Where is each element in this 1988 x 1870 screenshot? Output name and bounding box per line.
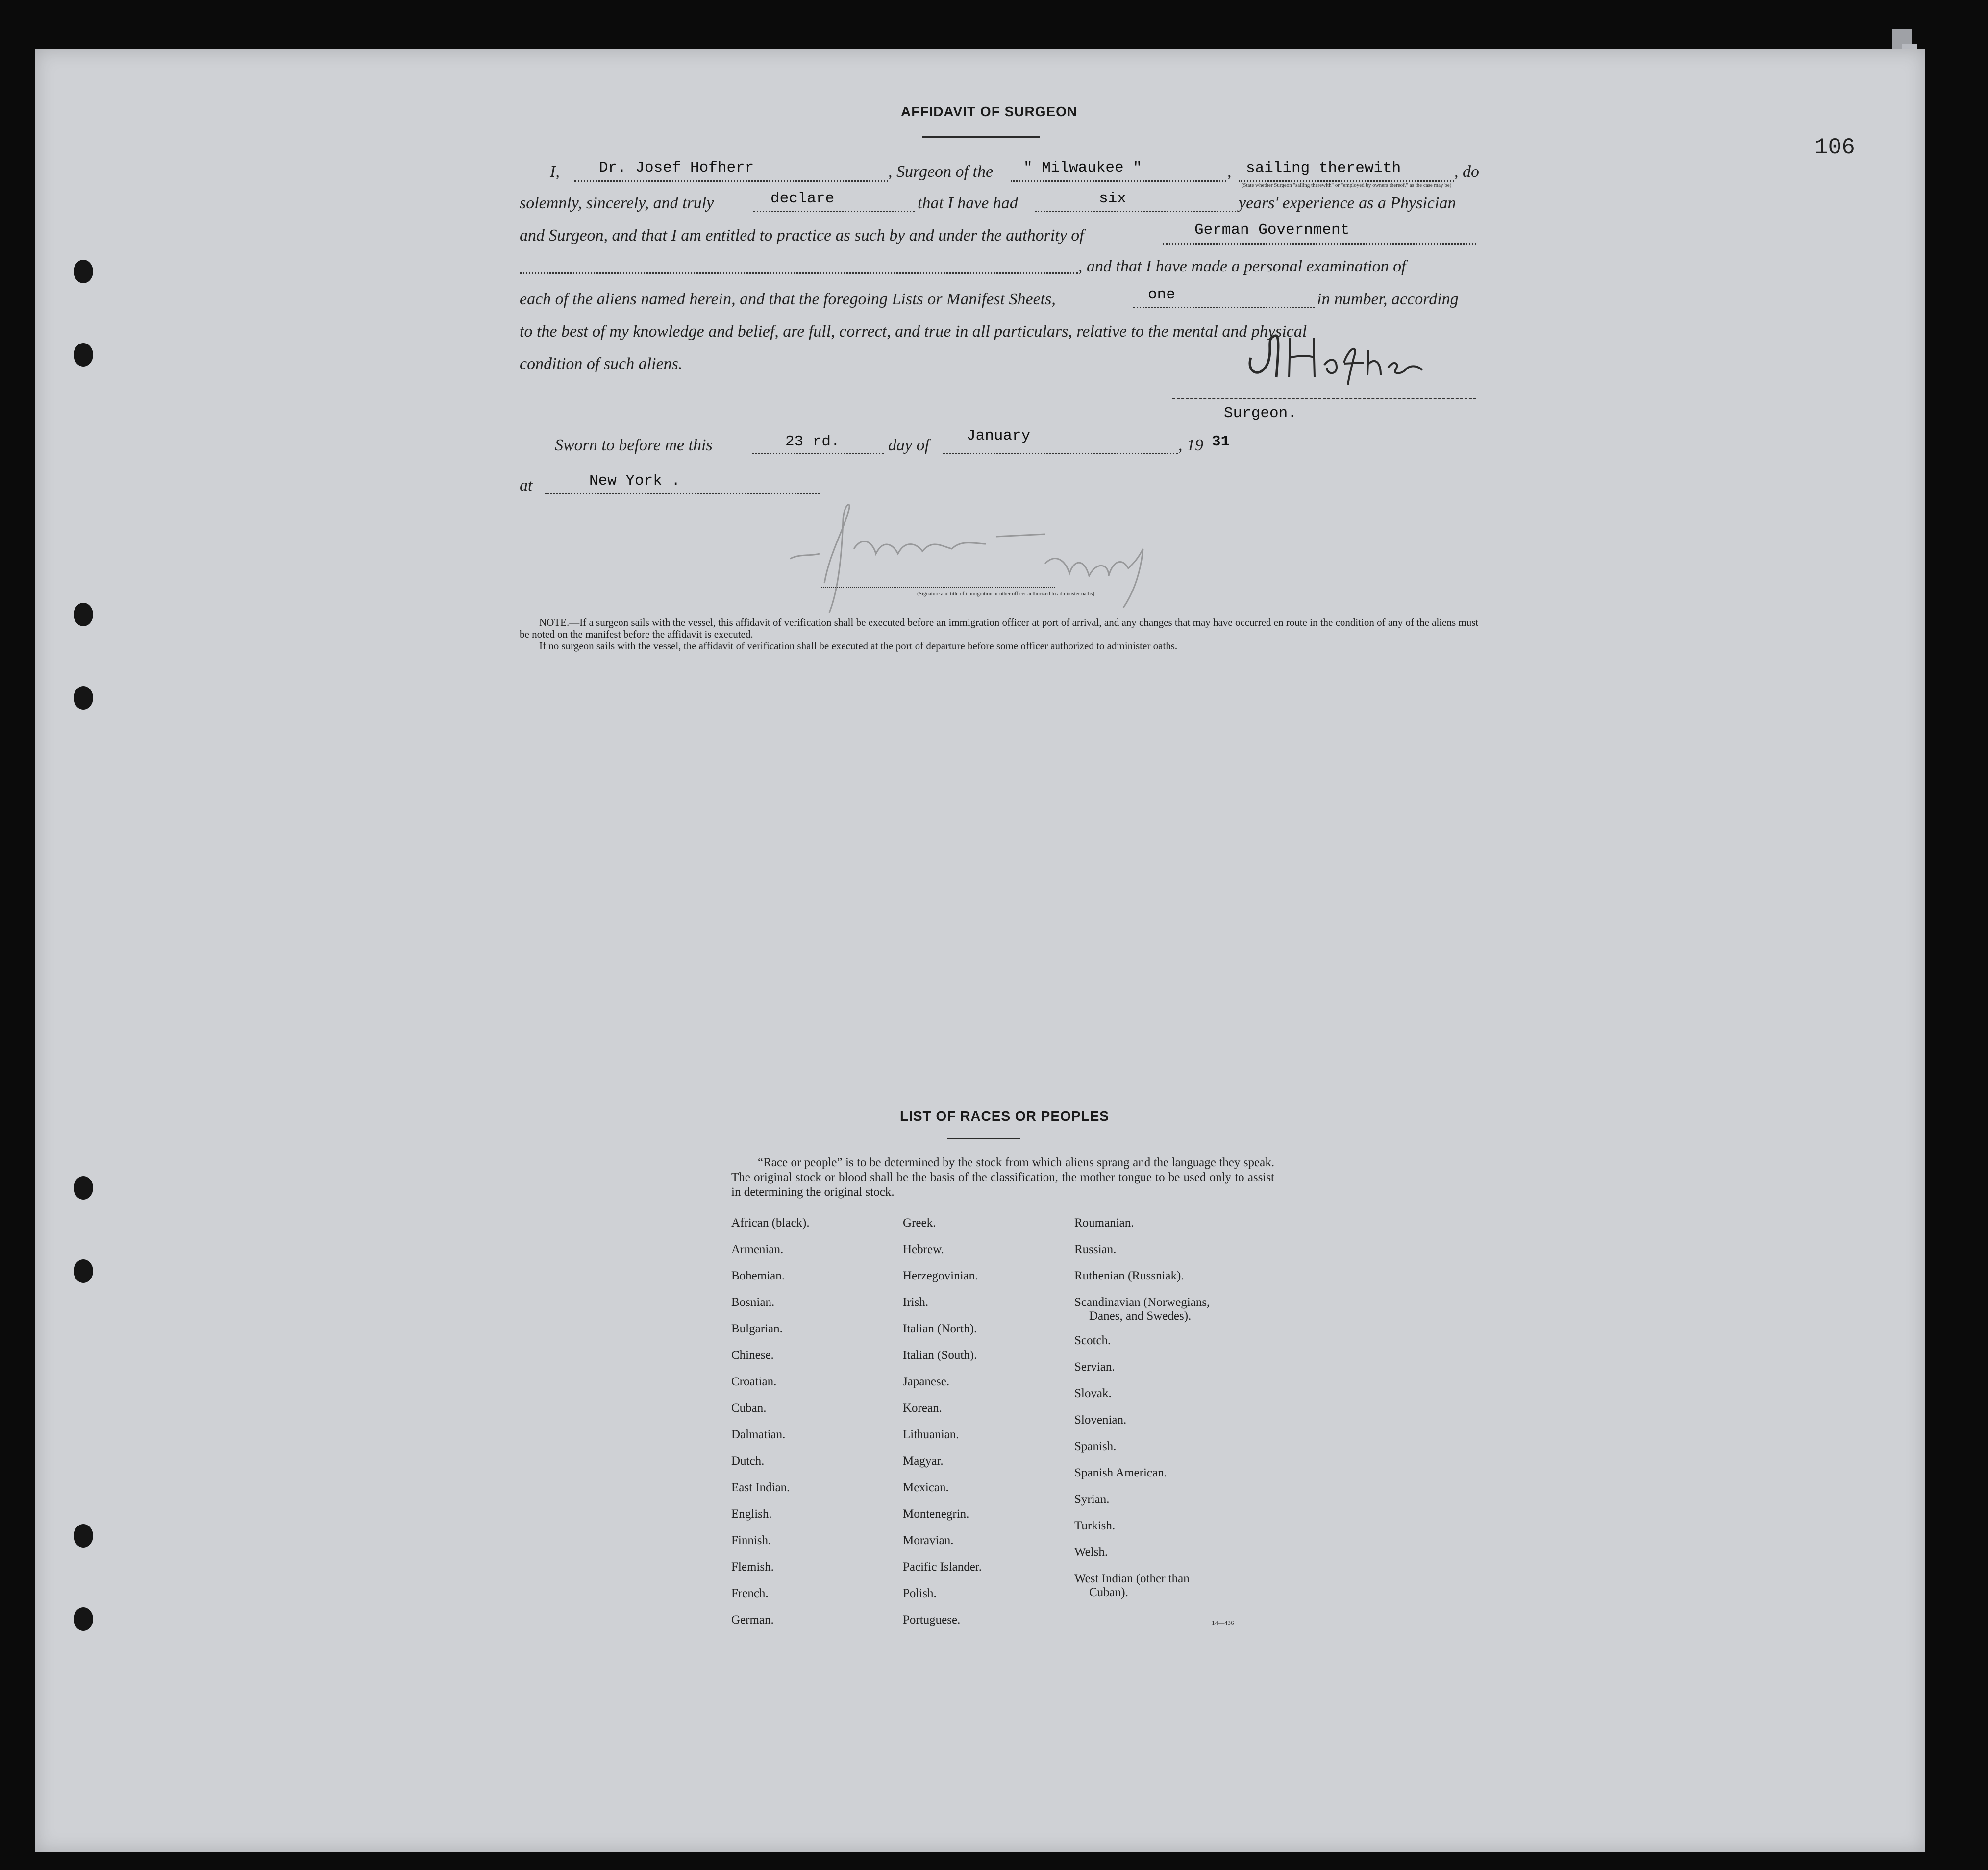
- race-item: Portuguese.: [903, 1613, 961, 1626]
- line1-surgeon-of: , Surgeon of the: [888, 163, 994, 181]
- race-item: Magyar.: [903, 1454, 944, 1468]
- at-label: at: [520, 476, 533, 494]
- race-item: Herzegovinian.: [903, 1269, 978, 1282]
- page-number: 106: [1814, 135, 1855, 160]
- race-item: Finnish.: [731, 1534, 771, 1547]
- race-item: Scotch.: [1074, 1334, 1111, 1347]
- race-item: Bulgarian.: [731, 1322, 783, 1335]
- race-item: Armenian.: [731, 1243, 784, 1256]
- race-item: Montenegrin.: [903, 1507, 969, 1521]
- race-item: Spanish.: [1074, 1440, 1117, 1453]
- race-item: Irish.: [903, 1296, 929, 1309]
- sworn-month-field: [943, 453, 1178, 454]
- race-item: Scandinavian (Norwegians,: [1074, 1296, 1210, 1309]
- race-item: Ruthenian (Russniak).: [1074, 1269, 1184, 1282]
- form-number: 14—436: [1212, 1619, 1234, 1626]
- race-item: Russian.: [1074, 1243, 1117, 1256]
- race-item: Italian (North).: [903, 1322, 977, 1335]
- years-field: [1035, 211, 1236, 212]
- race-item: Turkish.: [1074, 1519, 1116, 1532]
- vessel-value: " Milwaukee ": [1023, 159, 1142, 176]
- race-item: Chinese.: [731, 1349, 774, 1362]
- declare-value: declare: [770, 190, 835, 207]
- races-title-rule: [947, 1138, 1020, 1139]
- sworn-text2: day of: [888, 436, 930, 454]
- race-item: Welsh.: [1074, 1546, 1108, 1559]
- race-item: Dutch.: [731, 1454, 765, 1468]
- title-rule: [922, 136, 1040, 138]
- binder-hole: [74, 603, 93, 626]
- race-item: Bohemian.: [731, 1269, 785, 1282]
- surgeon-label: Surgeon.: [1224, 405, 1297, 422]
- race-item: Dalmatian.: [731, 1428, 786, 1441]
- line1-prefix: I,: [550, 163, 560, 181]
- race-item: Lithuanian.: [903, 1428, 959, 1441]
- sworn-year-value: 31: [1212, 433, 1230, 450]
- race-item: Polish.: [903, 1587, 937, 1600]
- race-item: East Indian.: [731, 1481, 790, 1494]
- line3-text1: and Surgeon, and that I am entitled to practice as such by and under the authority of: [520, 226, 1084, 245]
- races-column-1: [731, 1216, 810, 1640]
- line1-comma: ,: [1227, 163, 1232, 181]
- race-item: Bosnian.: [731, 1296, 775, 1309]
- binder-hole: [74, 1524, 93, 1548]
- authority-continuation-field: [520, 272, 1078, 274]
- race-item: Moravian.: [903, 1534, 954, 1547]
- race-item: Slovak.: [1074, 1387, 1112, 1400]
- sailing-value: sailing therewith: [1246, 160, 1401, 177]
- sworn-month-value: January: [967, 427, 1031, 444]
- vessel-field: [1011, 180, 1226, 182]
- race-item: Greek.: [903, 1216, 936, 1230]
- race-item: Cuban.: [731, 1402, 767, 1415]
- binder-hole: [74, 1259, 93, 1283]
- officer-caption: (Signature and title of immigration or other officer authorized to administer oaths): [917, 591, 1094, 597]
- surgeon-signature: [1231, 328, 1437, 387]
- race-item: Japanese.: [903, 1375, 950, 1388]
- race-item: Slovenian.: [1074, 1413, 1127, 1427]
- race-item: Italian (South).: [903, 1349, 977, 1362]
- declare-field: [753, 211, 915, 212]
- races-column-2: [903, 1216, 982, 1640]
- race-item: Pacific Islander.: [903, 1560, 982, 1574]
- race-item: West Indian (other than: [1074, 1572, 1190, 1585]
- sailing-field: [1239, 180, 1454, 182]
- sheets-count-field: [1133, 307, 1315, 308]
- line2-text2: that I have had: [918, 194, 1018, 212]
- place-value: New York .: [589, 472, 681, 490]
- line4-text1: , and that I have made a personal examination of: [1078, 257, 1406, 275]
- line5-text2: in number, according: [1317, 290, 1459, 308]
- binder-hole: [74, 260, 93, 283]
- surgeon-name-field: [574, 180, 888, 182]
- race-item: Mexican.: [903, 1481, 949, 1494]
- surgeon-name-value: Dr. Josef Hofherr: [599, 159, 754, 176]
- race-item: Syrian.: [1074, 1493, 1110, 1506]
- line6-text1: to the best of my knowledge and belief, are full, correct, and true in all particulars, relative to the mental and physical: [520, 322, 1307, 341]
- binder-hole: [74, 1607, 93, 1631]
- race-item: Flemish.: [731, 1560, 774, 1574]
- note-2: If no surgeon sails with the vessel, the affidavit of verification shall be executed at the port of departure before some officer authorized to administer oaths.: [539, 640, 1178, 652]
- line1-do: , do: [1454, 163, 1479, 181]
- line5-text1: each of the aliens named herein, and that the foregoing Lists or Manifest Sheets,: [520, 290, 1056, 308]
- race-item: Croatian.: [731, 1375, 777, 1388]
- binder-hole: [74, 343, 93, 367]
- sworn-text3: , 19: [1178, 436, 1203, 454]
- line7-text1: condition of such aliens.: [520, 355, 683, 373]
- race-item: English.: [731, 1507, 772, 1521]
- race-item: African (black).: [731, 1216, 810, 1230]
- races-intro: “Race or people” is to be determined by the stock from which aliens sprang and the language they speak. The original stock or blood shall be the basis of the classification, the mother tongue to be used only to assist in determining the original stock.: [731, 1156, 1274, 1199]
- binder-hole: [74, 686, 93, 710]
- authority-field: [1163, 243, 1476, 245]
- note-1: NOTE.—If a surgeon sails with the vessel, this affidavit of verification shall be executed before an immigration officer at port of arrival, and any changes that may have occurred en route in the condition of any of the aliens must be noted on the manifest before the affidavit is executed.: [520, 616, 1479, 640]
- sworn-day-field: [752, 453, 884, 454]
- document-page: [35, 49, 1925, 1852]
- race-item: Cuban).: [1089, 1586, 1128, 1599]
- race-item: Hebrew.: [903, 1243, 944, 1256]
- race-item: German.: [731, 1613, 774, 1626]
- line2-text1: solemnly, sincerely, and truly: [520, 194, 714, 212]
- years-value: six: [1099, 190, 1126, 207]
- officer-signature: [770, 490, 1212, 617]
- binder-hole: [74, 1176, 93, 1200]
- sworn-day-value: 23 rd.: [785, 433, 840, 450]
- race-item: Spanish American.: [1074, 1466, 1167, 1479]
- sailing-note: (State whether Surgeon "sailing therewith" or "employed by owners thereof," as the case may be): [1241, 182, 1452, 188]
- sworn-text1: Sworn to before me this: [555, 436, 713, 454]
- race-item: Roumanian.: [1074, 1216, 1134, 1230]
- line2-text3: years' experience as a Physician: [1239, 194, 1456, 212]
- sheets-count-value: one: [1148, 286, 1175, 303]
- races-title: LIST OF RACES OR PEOPLES: [900, 1108, 1109, 1124]
- race-item: Danes, and Swedes).: [1089, 1309, 1192, 1323]
- races-column-3: [1074, 1216, 1210, 1599]
- affidavit-title: AFFIDAVIT OF SURGEON: [901, 104, 1078, 119]
- officer-signature-line: [820, 587, 1055, 588]
- race-item: Korean.: [903, 1402, 942, 1415]
- authority-value: German Government: [1194, 221, 1350, 239]
- race-item: French.: [731, 1587, 769, 1600]
- surgeon-signature-line: [1172, 398, 1476, 399]
- race-item: Servian.: [1074, 1360, 1115, 1374]
